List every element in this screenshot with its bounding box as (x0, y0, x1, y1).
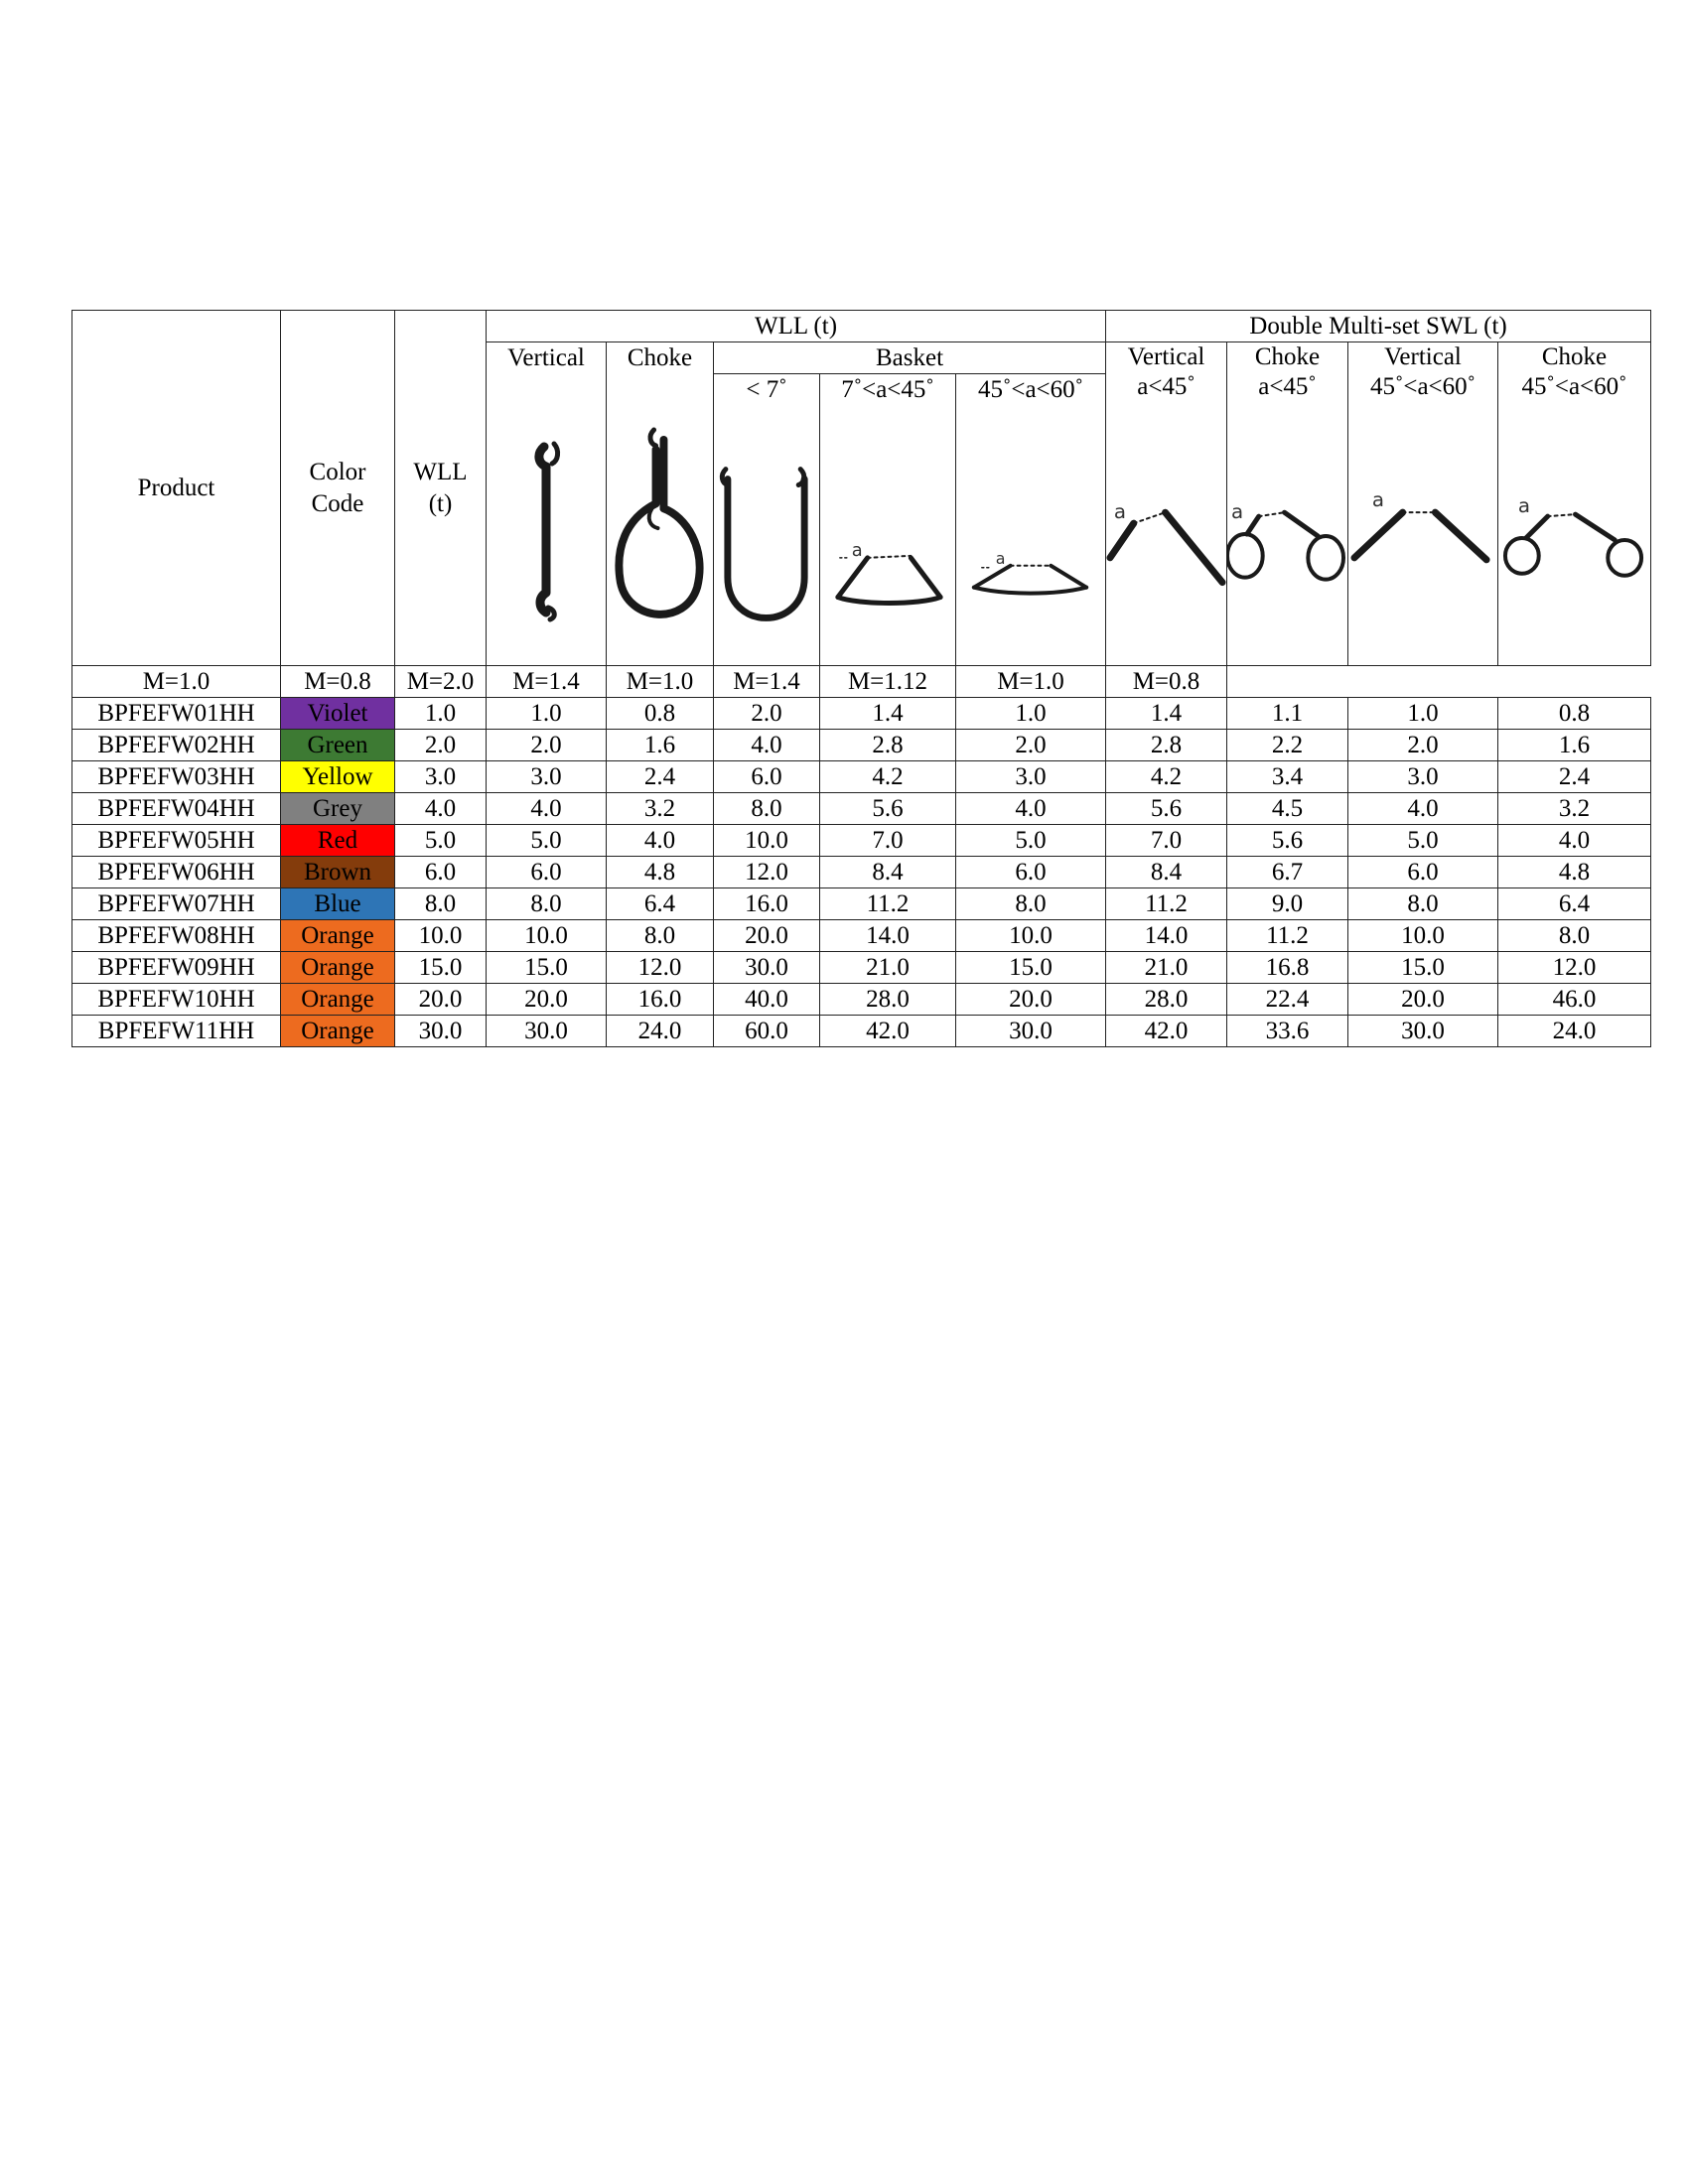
header-dbl-choke-2-label: Choke (1541, 343, 1608, 370)
capacity-value: 1.1 (1227, 698, 1348, 730)
capacity-value: 11.2 (1227, 920, 1348, 952)
m-factor: M=1.0 (607, 666, 714, 698)
color-code-swatch: Orange (281, 1016, 395, 1047)
header-choke: Choke (607, 342, 714, 406)
capacity-value: 2.2 (1227, 730, 1348, 761)
capacity-value: 3.2 (607, 793, 714, 825)
header-dbl-vertical-label: Vertical (1127, 343, 1205, 370)
capacity-value: 9.0 (1227, 888, 1348, 920)
table-row (72, 825, 1651, 857)
capacity-value: 10.0 (1348, 920, 1498, 952)
product-code: BPFEFW05HH (72, 825, 281, 857)
capacity-value: 1.4 (1106, 698, 1227, 730)
double-vertical-letter: a (1113, 499, 1127, 523)
header-dbl-choke-2 (1498, 342, 1651, 406)
capacity-value: 8.0 (607, 920, 714, 952)
capacity-value: 2.8 (820, 730, 956, 761)
header-dbl-vertical-angle: a<45˚ (1137, 373, 1196, 400)
capacity-value: 8.0 (714, 793, 820, 825)
product-code: BPFEFW01HH (72, 698, 281, 730)
color-code-swatch: Grey (281, 793, 395, 825)
header-wll (395, 311, 487, 666)
header-basket-7-45: 7˚<a<45˚ (820, 374, 956, 406)
wll-value: 1.0 (395, 698, 487, 730)
capacity-value: 6.4 (1498, 888, 1651, 920)
header-dbl-vertical-2-label: Vertical (1384, 343, 1462, 370)
header-dbl-vertical-2 (1348, 342, 1498, 406)
product-rows (72, 698, 1651, 1047)
color-code-swatch: Blue (281, 888, 395, 920)
capacity-value: 42.0 (820, 1016, 956, 1047)
wll-value: 4.0 (395, 793, 487, 825)
wll-value: 15.0 (395, 952, 487, 984)
capacity-value: 3.4 (1227, 761, 1348, 793)
capacity-value: 3.0 (1348, 761, 1498, 793)
capacity-value: 14.0 (820, 920, 956, 952)
table-row (72, 920, 1651, 952)
capacity-value: 20.0 (714, 920, 820, 952)
header-dbl-choke-angle: a<45˚ (1258, 373, 1317, 400)
color-code-swatch: Orange (281, 952, 395, 984)
capacity-value: 15.0 (487, 952, 607, 984)
capacity-value: 30.0 (487, 1016, 607, 1047)
capacity-value: 14.0 (1106, 920, 1227, 952)
wll-value: 20.0 (395, 984, 487, 1016)
double-vertical-wide-sling-icon (1348, 409, 1497, 662)
diagram-basket-lt7 (714, 405, 820, 666)
wll-value: 8.0 (395, 888, 487, 920)
table-row (72, 761, 1651, 793)
capacity-value: 6.4 (607, 888, 714, 920)
product-code: BPFEFW07HH (72, 888, 281, 920)
double-choke-wide-sling-icon (1498, 409, 1650, 662)
color-code-swatch: Red (281, 825, 395, 857)
capacity-value: 22.4 (1227, 984, 1348, 1016)
product-code: BPFEFW06HH (72, 857, 281, 888)
diagram-basket-45-60 (956, 405, 1106, 666)
wll-value: 5.0 (395, 825, 487, 857)
capacity-value: 30.0 (714, 952, 820, 984)
capacity-value: 5.0 (1348, 825, 1498, 857)
table-row (72, 952, 1651, 984)
capacity-value: 11.2 (820, 888, 956, 920)
capacity-value: 6.0 (714, 761, 820, 793)
table-row (72, 793, 1651, 825)
diagram-choke (607, 405, 714, 666)
header-dbl-choke-2-angle: 45˚<a<60˚ (1521, 373, 1627, 400)
capacity-value: 4.0 (714, 730, 820, 761)
capacity-value: 2.0 (714, 698, 820, 730)
capacity-value: 5.6 (1227, 825, 1348, 857)
header-basket-45-60: 45˚<a<60˚ (956, 374, 1106, 406)
capacity-value: 16.0 (607, 984, 714, 1016)
basket-wide-letter: a (995, 548, 1006, 568)
m-factor: M=1.4 (714, 666, 820, 698)
header-dbl-choke-label: Choke (1254, 343, 1321, 370)
m-factor: M=1.4 (487, 666, 607, 698)
capacity-value: 2.4 (1498, 761, 1651, 793)
capacity-value: 1.0 (1348, 698, 1498, 730)
capacity-value: 3.0 (956, 761, 1106, 793)
choke-sling-icon (607, 409, 713, 662)
capacity-value: 2.4 (607, 761, 714, 793)
capacity-value: 16.8 (1227, 952, 1348, 984)
vertical-sling-icon (487, 409, 606, 662)
basket-wide-sling-icon (956, 409, 1105, 662)
capacity-value: 4.8 (1498, 857, 1651, 888)
diagram-dbl-vertical-2 (1348, 405, 1498, 666)
m-factor: M=1.0 (956, 666, 1106, 698)
capacity-value: 4.0 (956, 793, 1106, 825)
wll-value: 10.0 (395, 920, 487, 952)
capacity-value: 30.0 (956, 1016, 1106, 1047)
table-row (72, 730, 1651, 761)
table-row (72, 698, 1651, 730)
header-wll-label: WLL (t) (413, 458, 468, 517)
capacity-value: 7.0 (1106, 825, 1227, 857)
capacity-value: 5.0 (487, 825, 607, 857)
capacity-value: 1.0 (487, 698, 607, 730)
capacity-value: 2.0 (956, 730, 1106, 761)
product-code: BPFEFW02HH (72, 730, 281, 761)
capacity-value: 8.0 (1348, 888, 1498, 920)
capacity-value: 6.0 (956, 857, 1106, 888)
capacity-value: 5.0 (956, 825, 1106, 857)
color-code-swatch: Brown (281, 857, 395, 888)
capacity-value: 8.4 (1106, 857, 1227, 888)
header-color-code-label: Color Code (309, 458, 366, 517)
capacity-value: 3.0 (487, 761, 607, 793)
double-choke-wide-letter: a (1517, 493, 1531, 517)
capacity-value: 2.0 (487, 730, 607, 761)
capacity-value: 46.0 (1498, 984, 1651, 1016)
table-row (72, 984, 1651, 1016)
capacity-value: 4.0 (1498, 825, 1651, 857)
double-choke-letter: a (1230, 499, 1244, 523)
capacity-value: 24.0 (1498, 1016, 1651, 1047)
capacity-value: 10.0 (714, 825, 820, 857)
capacity-value: 8.4 (820, 857, 956, 888)
capacity-value: 28.0 (1106, 984, 1227, 1016)
capacity-value: 60.0 (714, 1016, 820, 1047)
capacity-value: 6.0 (1348, 857, 1498, 888)
capacity-value: 2.0 (1348, 730, 1498, 761)
product-code: BPFEFW09HH (72, 952, 281, 984)
m-factor: M=1.0 (72, 666, 281, 698)
capacity-value: 20.0 (956, 984, 1106, 1016)
capacity-value: 5.6 (820, 793, 956, 825)
capacity-value: 42.0 (1106, 1016, 1227, 1047)
table-row (72, 857, 1651, 888)
capacity-value: 1.4 (820, 698, 956, 730)
capacity-value: 8.0 (487, 888, 607, 920)
color-code-swatch: Orange (281, 984, 395, 1016)
capacity-value: 11.2 (1106, 888, 1227, 920)
capacity-value: 3.2 (1498, 793, 1651, 825)
header-dbl-vertical-2-angle: 45˚<a<60˚ (1370, 373, 1476, 400)
capacity-value: 0.8 (607, 698, 714, 730)
capacity-value: 1.0 (956, 698, 1106, 730)
product-code: BPFEFW08HH (72, 920, 281, 952)
sling-capacity-table (71, 310, 1651, 1047)
m-factor: M=0.8 (1106, 666, 1227, 698)
capacity-value: 40.0 (714, 984, 820, 1016)
capacity-value: 4.0 (487, 793, 607, 825)
capacity-value: 4.0 (607, 825, 714, 857)
capacity-value: 1.6 (607, 730, 714, 761)
product-code: BPFEFW03HH (72, 761, 281, 793)
capacity-value: 1.6 (1498, 730, 1651, 761)
basket-vertical-sling-icon (714, 409, 819, 662)
capacity-value: 8.0 (956, 888, 1106, 920)
diagram-vertical (487, 405, 607, 666)
wll-value: 6.0 (395, 857, 487, 888)
table-row (72, 1016, 1651, 1047)
product-code: BPFEFW04HH (72, 793, 281, 825)
header-double-group: Double Multi-set SWL (t) (1106, 311, 1651, 342)
capacity-value: 20.0 (487, 984, 607, 1016)
double-choke-sling-icon (1227, 409, 1347, 662)
capacity-value: 33.6 (1227, 1016, 1348, 1047)
header-dbl-choke (1227, 342, 1348, 406)
header-vertical: Vertical (487, 342, 607, 406)
header-wll-group: WLL (t) (487, 311, 1106, 342)
header-product: Product (72, 311, 281, 666)
capacity-value: 12.0 (607, 952, 714, 984)
capacity-value: 20.0 (1348, 984, 1498, 1016)
color-code-swatch: Orange (281, 920, 395, 952)
double-vertical-sling-icon (1106, 409, 1226, 662)
basket-angle-sling-icon (820, 409, 955, 662)
capacity-value: 4.0 (1348, 793, 1498, 825)
capacity-value: 10.0 (956, 920, 1106, 952)
m-factor: M=1.12 (820, 666, 956, 698)
diagram-dbl-vertical (1106, 405, 1227, 666)
wll-value: 30.0 (395, 1016, 487, 1047)
capacity-value: 24.0 (607, 1016, 714, 1047)
capacity-value: 4.2 (1106, 761, 1227, 793)
capacity-value: 4.8 (607, 857, 714, 888)
m-factor-row (72, 666, 1651, 698)
capacity-value: 4.5 (1227, 793, 1348, 825)
capacity-value: 30.0 (1348, 1016, 1498, 1047)
capacity-value: 28.0 (820, 984, 956, 1016)
color-code-swatch: Violet (281, 698, 395, 730)
capacity-value: 6.7 (1227, 857, 1348, 888)
product-code: BPFEFW10HH (72, 984, 281, 1016)
header-basket-lt7: < 7˚ (714, 374, 820, 406)
capacity-value: 15.0 (956, 952, 1106, 984)
capacity-value: 12.0 (1498, 952, 1651, 984)
capacity-value: 12.0 (714, 857, 820, 888)
capacity-value: 21.0 (820, 952, 956, 984)
capacity-value: 5.6 (1106, 793, 1227, 825)
header-dbl-vertical (1106, 342, 1227, 406)
capacity-value: 15.0 (1348, 952, 1498, 984)
product-code: BPFEFW11HH (72, 1016, 281, 1047)
header-basket: Basket (714, 342, 1106, 374)
capacity-value: 0.8 (1498, 698, 1651, 730)
capacity-value: 16.0 (714, 888, 820, 920)
m-factor: M=0.8 (281, 666, 395, 698)
diagram-dbl-choke (1227, 405, 1348, 666)
capacity-value: 10.0 (487, 920, 607, 952)
capacity-value: 7.0 (820, 825, 956, 857)
basket-angle-letter: a (851, 539, 863, 561)
color-code-swatch: Yellow (281, 761, 395, 793)
capacity-value: 6.0 (487, 857, 607, 888)
diagram-basket-7-45 (820, 405, 956, 666)
sling-capacity-sheet (71, 310, 1650, 1047)
double-vertical-wide-letter: a (1371, 487, 1385, 511)
color-code-swatch: Green (281, 730, 395, 761)
capacity-value: 21.0 (1106, 952, 1227, 984)
capacity-value: 2.8 (1106, 730, 1227, 761)
capacity-value: 4.2 (820, 761, 956, 793)
diagram-dbl-choke-2 (1498, 405, 1651, 666)
table-row (72, 888, 1651, 920)
header-color-code (281, 311, 395, 666)
capacity-value: 8.0 (1498, 920, 1651, 952)
wll-value: 2.0 (395, 730, 487, 761)
m-factor: M=2.0 (395, 666, 487, 698)
wll-value: 3.0 (395, 761, 487, 793)
